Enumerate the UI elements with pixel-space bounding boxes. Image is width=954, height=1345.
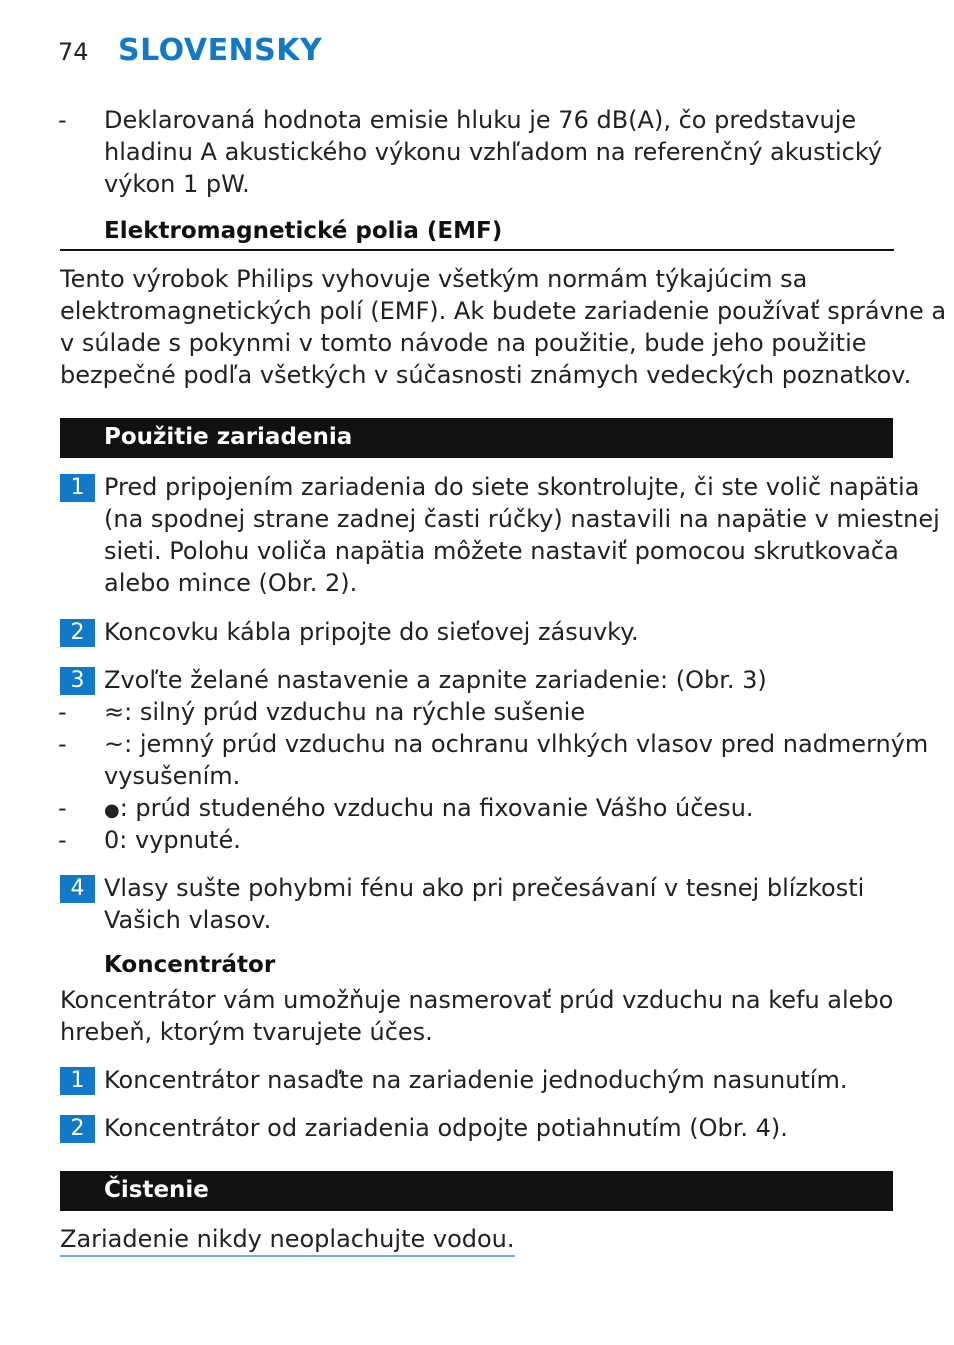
cool-airflow-icon: ● xyxy=(104,800,120,821)
concentrator-paragraph xyxy=(60,984,893,1048)
text-line: hladinu A akustického výkonu vzhľadom na referenčný akustický xyxy=(104,138,883,166)
emf-heading: Elektromagnetické polia (EMF) xyxy=(104,218,503,244)
step-number-badge: 2 xyxy=(60,619,95,647)
text-line: elektromagnetických polí (EMF). Ak budete zariadenie používať správne a xyxy=(60,297,947,325)
step-2-text: Koncovku kábla pripojte do sieťovej zásuvky. xyxy=(104,618,639,646)
section-bar-usage xyxy=(60,418,893,458)
emf-paragraph xyxy=(60,263,946,391)
cleaning-warning-link[interactable]: Zariadenie nikdy neoplachujte vodou. xyxy=(60,1225,515,1257)
text-line: Deklarovaná hodnota emisie hluku je 76 dB(A), čo predstavuje xyxy=(104,106,857,134)
step-number-badge: 4 xyxy=(60,875,95,903)
text-line: výkon 1 pW. xyxy=(104,170,250,198)
text-line: sieti. Polohu voliča napätia môžete nastaviť pomocou skrutkovača xyxy=(104,537,899,565)
text-line: Tento výrobok Philips vyhovuje všetkým normám týkajúcim sa xyxy=(60,265,808,293)
step-number-badge: 1 xyxy=(60,1067,95,1095)
section-heading-cleaning: Čistenie xyxy=(104,1177,209,1203)
setting-cool xyxy=(104,792,754,827)
text-line: Koncentrátor vám umožňuje nasmerovať prúd vzduchu na kefu alebo xyxy=(60,986,894,1014)
step-4-text xyxy=(104,872,864,936)
section-bar-cleaning xyxy=(60,1171,893,1211)
text-line: Vašich vlasov. xyxy=(104,906,272,934)
step-number-badge: 3 xyxy=(60,667,95,695)
concentrator-step-2: Koncentrátor od zariadenia odpojte potiahnutím (Obr. 4). xyxy=(104,1114,788,1142)
setting-text: vysušením. xyxy=(104,762,241,790)
setting-off: 0: vypnuté. xyxy=(104,826,241,854)
setting-gentle xyxy=(104,728,928,792)
step-number-badge: 1 xyxy=(60,474,95,502)
page-number: 74 xyxy=(58,38,89,66)
list-dash: - xyxy=(58,730,67,758)
setting-strong xyxy=(104,696,585,728)
section-heading-usage: Použitie zariadenia xyxy=(104,424,353,450)
concentrator-heading: Koncentrátor xyxy=(104,952,276,978)
text-line: hrebeň, ktorým tvarujete účes. xyxy=(60,1018,433,1046)
heading-rule xyxy=(60,249,894,251)
section-language-title: SLOVENSKY xyxy=(118,33,323,68)
step-number-badge: 2 xyxy=(60,1115,95,1143)
strong-airflow-icon: ≈ xyxy=(104,698,125,726)
setting-text: : prúd studeného vzduchu na fixovanie Vášho účesu. xyxy=(119,794,754,822)
gentle-airflow-icon: ~ xyxy=(104,730,125,758)
text-line: alebo mince (Obr. 2). xyxy=(104,569,358,597)
text-line: (na spodnej strane zadnej časti rúčky) nastavili na napätie v miestnej xyxy=(104,505,940,533)
list-dash: - xyxy=(58,698,67,726)
text-line: Pred pripojením zariadenia do siete skontrolujte, či ste volič napätia xyxy=(104,473,920,501)
text-line: bezpečné podľa všetkých v súčasnosti známych vedeckých poznatkov. xyxy=(60,361,912,389)
list-dash: - xyxy=(58,106,67,134)
text-line: v súlade s pokynmi v tomto návode na použitie, bude jeho použitie xyxy=(60,329,867,357)
text-line: Vlasy sušte pohybmi fénu ako pri prečesávaní v tesnej blízkosti xyxy=(104,874,865,902)
list-dash: - xyxy=(58,826,67,854)
noise-paragraph xyxy=(104,104,882,200)
step-3-text: Zvoľte želané nastavenie a zapnite zariadenie: (Obr. 3) xyxy=(104,666,767,694)
setting-text: : jemný prúd vzduchu na ochranu vlhkých vlasov pred nadmerným xyxy=(124,730,929,758)
list-dash: - xyxy=(58,794,67,822)
step-1-text xyxy=(104,471,940,599)
concentrator-step-1: Koncentrátor nasaďte na zariadenie jednoduchým nasunutím. xyxy=(104,1066,848,1094)
setting-text: : silný prúd vzduchu na rýchle sušenie xyxy=(124,698,586,726)
